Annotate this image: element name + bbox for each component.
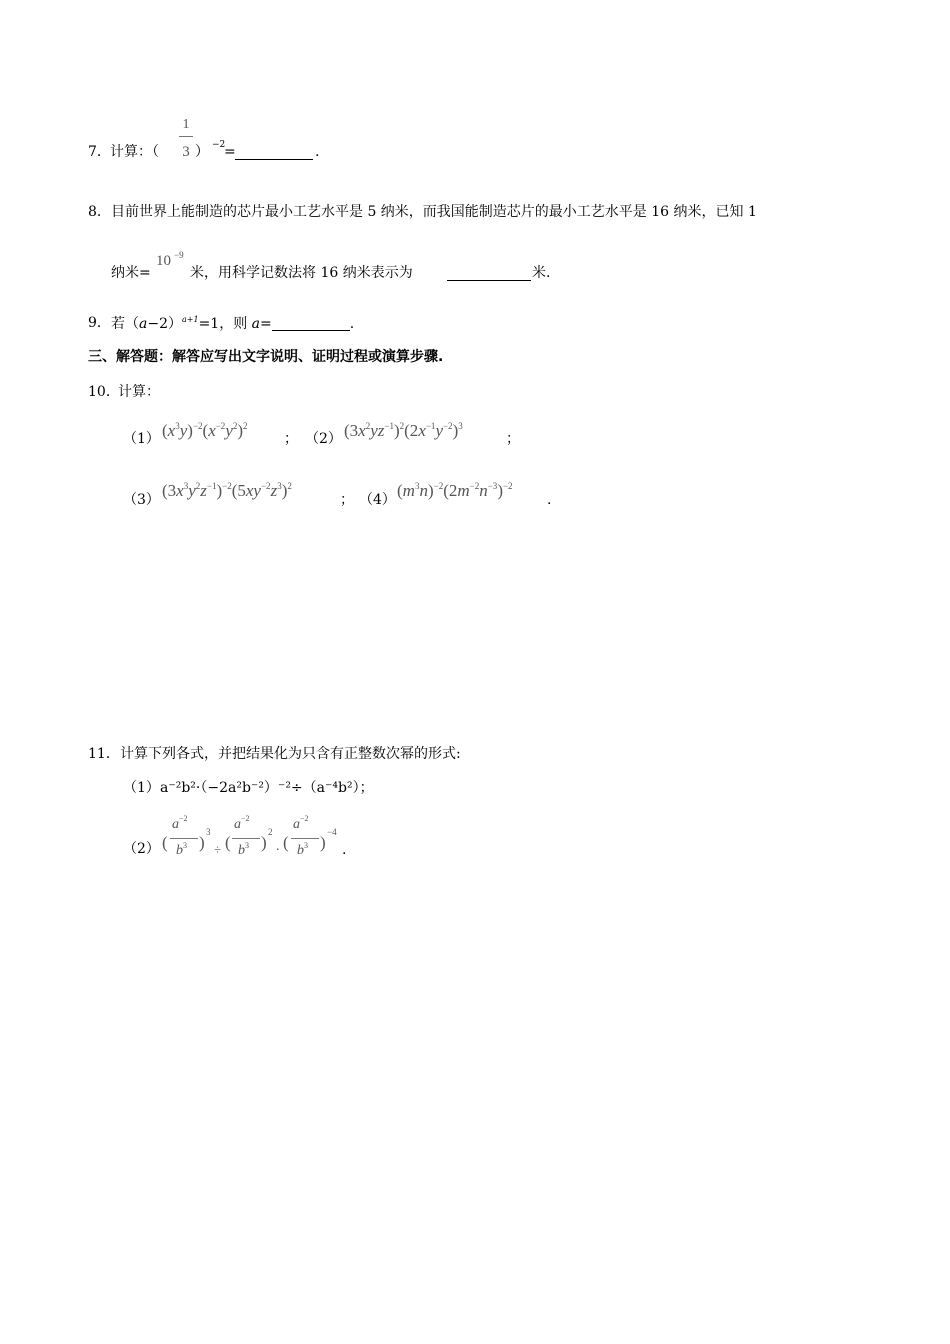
q10-number: 10． bbox=[88, 384, 120, 400]
q8-answer-blank[interactable] bbox=[447, 266, 531, 281]
q7-equals: = bbox=[224, 144, 236, 160]
q10-part1-label: （1） bbox=[123, 431, 160, 447]
q11-text: 计算下列各式，并把结果化为只含有正整数次幂的形式: bbox=[120, 746, 461, 762]
q9-answer-blank[interactable] bbox=[272, 316, 350, 331]
q7-text: 计算：（ bbox=[110, 144, 159, 160]
q9-t1: 若（ bbox=[111, 316, 139, 332]
q11-end: . bbox=[342, 842, 347, 858]
q9-end: . bbox=[349, 316, 355, 332]
q10-part1-expr: $(x^3y)^{-2}(x^{-2}y^2)^2$ bbox=[162, 421, 248, 440]
q9-t2: −2） bbox=[147, 316, 182, 332]
q10-part2-label: （2） bbox=[305, 431, 342, 447]
q8-line2b: 米，用科学记数法将 16 纳米表示为 bbox=[190, 265, 413, 281]
q10-part4-label: （4） bbox=[359, 492, 396, 508]
q7-fraction-denominator: 3 bbox=[182, 144, 190, 160]
q10-part2-expr: $(3x^2yz^{-1})^2(2x^{-1}y^{-2})^3$ bbox=[344, 421, 463, 440]
section-3-heading: 三、解答题：解答应写出文字说明、证明过程或演算步骤. bbox=[88, 349, 444, 365]
q10-sep2: ； bbox=[506, 431, 520, 447]
q7-close-paren: ） bbox=[195, 144, 209, 160]
q8-power-base: 10 bbox=[156, 253, 171, 269]
q10-part3-expr: $(3x^3y^2z^{-1})^{-2}(5xy^{-2}z^3)^2$ bbox=[162, 481, 292, 500]
q10-part3-label: （3） bbox=[123, 492, 160, 508]
q8-number: 8． bbox=[88, 204, 111, 220]
q9-var-a2: a bbox=[251, 316, 261, 332]
q7-exponent: −2 bbox=[212, 140, 226, 150]
q10-sep3: ； bbox=[340, 492, 354, 508]
q11-number: 11． bbox=[88, 746, 120, 762]
q9-t4: = bbox=[260, 316, 272, 332]
q10-end: . bbox=[547, 492, 552, 508]
q8-line1: 目前世界上能制造的芯片最小工艺水平是 5 纳米，而我国能制造芯片的最小工艺水平是 16 纳米，已知 1 bbox=[111, 204, 757, 220]
q7-number: 7． bbox=[88, 144, 111, 160]
q9-t3: =1，则 bbox=[198, 316, 252, 332]
q10-part4-expr: $(m^3n)^{-2}(2m^{-2}n^{-3})^{-2}$ bbox=[397, 481, 513, 500]
q7-fraction-bar bbox=[179, 136, 193, 137]
q7-end: . bbox=[315, 144, 320, 160]
q9-var-a: a bbox=[139, 316, 148, 332]
q10-text: 计算： bbox=[118, 384, 160, 400]
q9-text bbox=[111, 316, 354, 331]
q8-line2c: 米. bbox=[532, 265, 551, 281]
q11-part1-label: （1） bbox=[123, 780, 160, 796]
q9-number: 9． bbox=[88, 315, 111, 331]
q8-line2a: 纳米= bbox=[111, 265, 151, 281]
q8-power-exponent: −9 bbox=[174, 250, 184, 260]
q9-exponent: a+1 bbox=[182, 315, 199, 324]
q11-part1-expr: a⁻²b²·（−2a²b⁻²）⁻²÷（a⁻⁴b²）； bbox=[160, 780, 374, 796]
q11-part2-label: （2） bbox=[123, 841, 160, 857]
q7-fraction-numerator: 1 bbox=[182, 117, 190, 132]
q10-sep1: ； bbox=[284, 431, 298, 447]
q7-answer-blank[interactable] bbox=[235, 145, 313, 160]
